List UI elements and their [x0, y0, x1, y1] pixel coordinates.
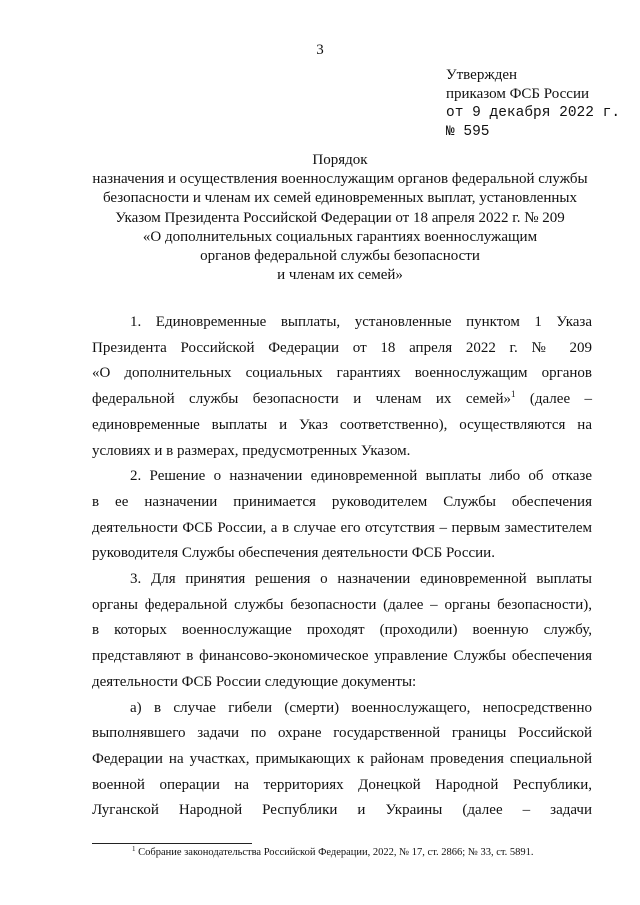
footnote-reference: 1 [511, 389, 516, 400]
footnote [132, 846, 534, 860]
page-number: 3 [316, 42, 324, 58]
title-line: органов федеральной службы безопасности [200, 248, 480, 265]
approval-stamp [446, 66, 620, 142]
text-line: в которых военнослужащие проходят (проходили) военную службу, [92, 622, 592, 639]
text-fragment: (далее – [529, 391, 592, 408]
text-line: Федерации на участках, примыкающих к районам проведения специальной [92, 750, 592, 767]
text-line: Луганской Народной Республики и Украины (далее – задачи [92, 802, 592, 819]
approval-line: приказом ФСБ России [446, 86, 589, 102]
approval-date: от 9 декабря 2022 г. [446, 105, 621, 121]
text-line: единовременные выплаты и Указ соответственно), осуществляются на [92, 416, 592, 433]
text-line: условиях и в размерах, предусмотренных Указом. [92, 442, 411, 459]
title-line: назначения и осуществления военнослужащим органов федеральной службы [92, 171, 588, 188]
title-line: Порядок [312, 152, 368, 168]
text-line: деятельности ФСБ России следующие документы: [92, 673, 417, 690]
approval-number: № 595 [446, 124, 490, 140]
paragraph-1 [92, 310, 592, 464]
document-title [80, 151, 600, 285]
text-line: а) в случае гибели (смерти) военнослужащего, непосредственно [130, 699, 592, 716]
text-line: выполнявшего задачи по охране государственной границы Российской [92, 725, 592, 742]
text-fragment: федеральной службы безопасности и членам их семей» [92, 391, 511, 408]
paragraph-4 [92, 696, 592, 825]
text-line: 3. Для принятия решения о назначении единовременной выплаты [130, 571, 592, 588]
text-line: органы федеральной службы безопасности (далее – органы безопасности), [92, 596, 592, 613]
approval-line: Утвержден [446, 67, 518, 83]
text-line: руководителя Службы обеспечения деятельности ФСБ России. [92, 545, 495, 562]
footnote-marker: 1 [132, 845, 136, 853]
text-line: представляют в финансово-экономическое управление Службы обеспечения [92, 648, 592, 665]
text-line: деятельности ФСБ России, а в случае его отсутствия – первым заместителем [92, 519, 592, 536]
document-body [92, 310, 592, 824]
text-line: Президента Российской Федерации от 18 апреля 2022 г. № 209 [92, 339, 592, 356]
title-line: «О дополнительных социальных гарантиях военнослужащим [142, 228, 538, 245]
text-line: «О дополнительных социальных гарантиях военнослужащим органов [92, 365, 592, 382]
text-line [92, 387, 592, 413]
title-line: и членам их семей» [277, 267, 403, 284]
title-line: Указом Президента Российской Федерации от 18 апреля 2022 г. № 209 [115, 209, 565, 226]
title-line: безопасности и членам их семей единовременных выплат, установленных [103, 190, 577, 207]
text-line: 1. Единовременные выплаты, установленные пунктом 1 Указа [130, 314, 592, 330]
paragraph-3 [92, 567, 592, 696]
text-line: 2. Решение о назначении единовременной выплаты либо об отказе [130, 468, 592, 485]
text-line: военной операции на территориях Донецкой Народной Республики, [92, 776, 592, 793]
text-line: в ее назначении принимается руководителем Службы обеспечения [92, 493, 592, 510]
paragraph-2 [92, 464, 592, 567]
footnote-separator [92, 843, 252, 844]
footnote-text: Собрание законодательства Российской Федерации, 2022, № 17, ст. 2866; № 33, ст. 5891. [138, 847, 534, 858]
